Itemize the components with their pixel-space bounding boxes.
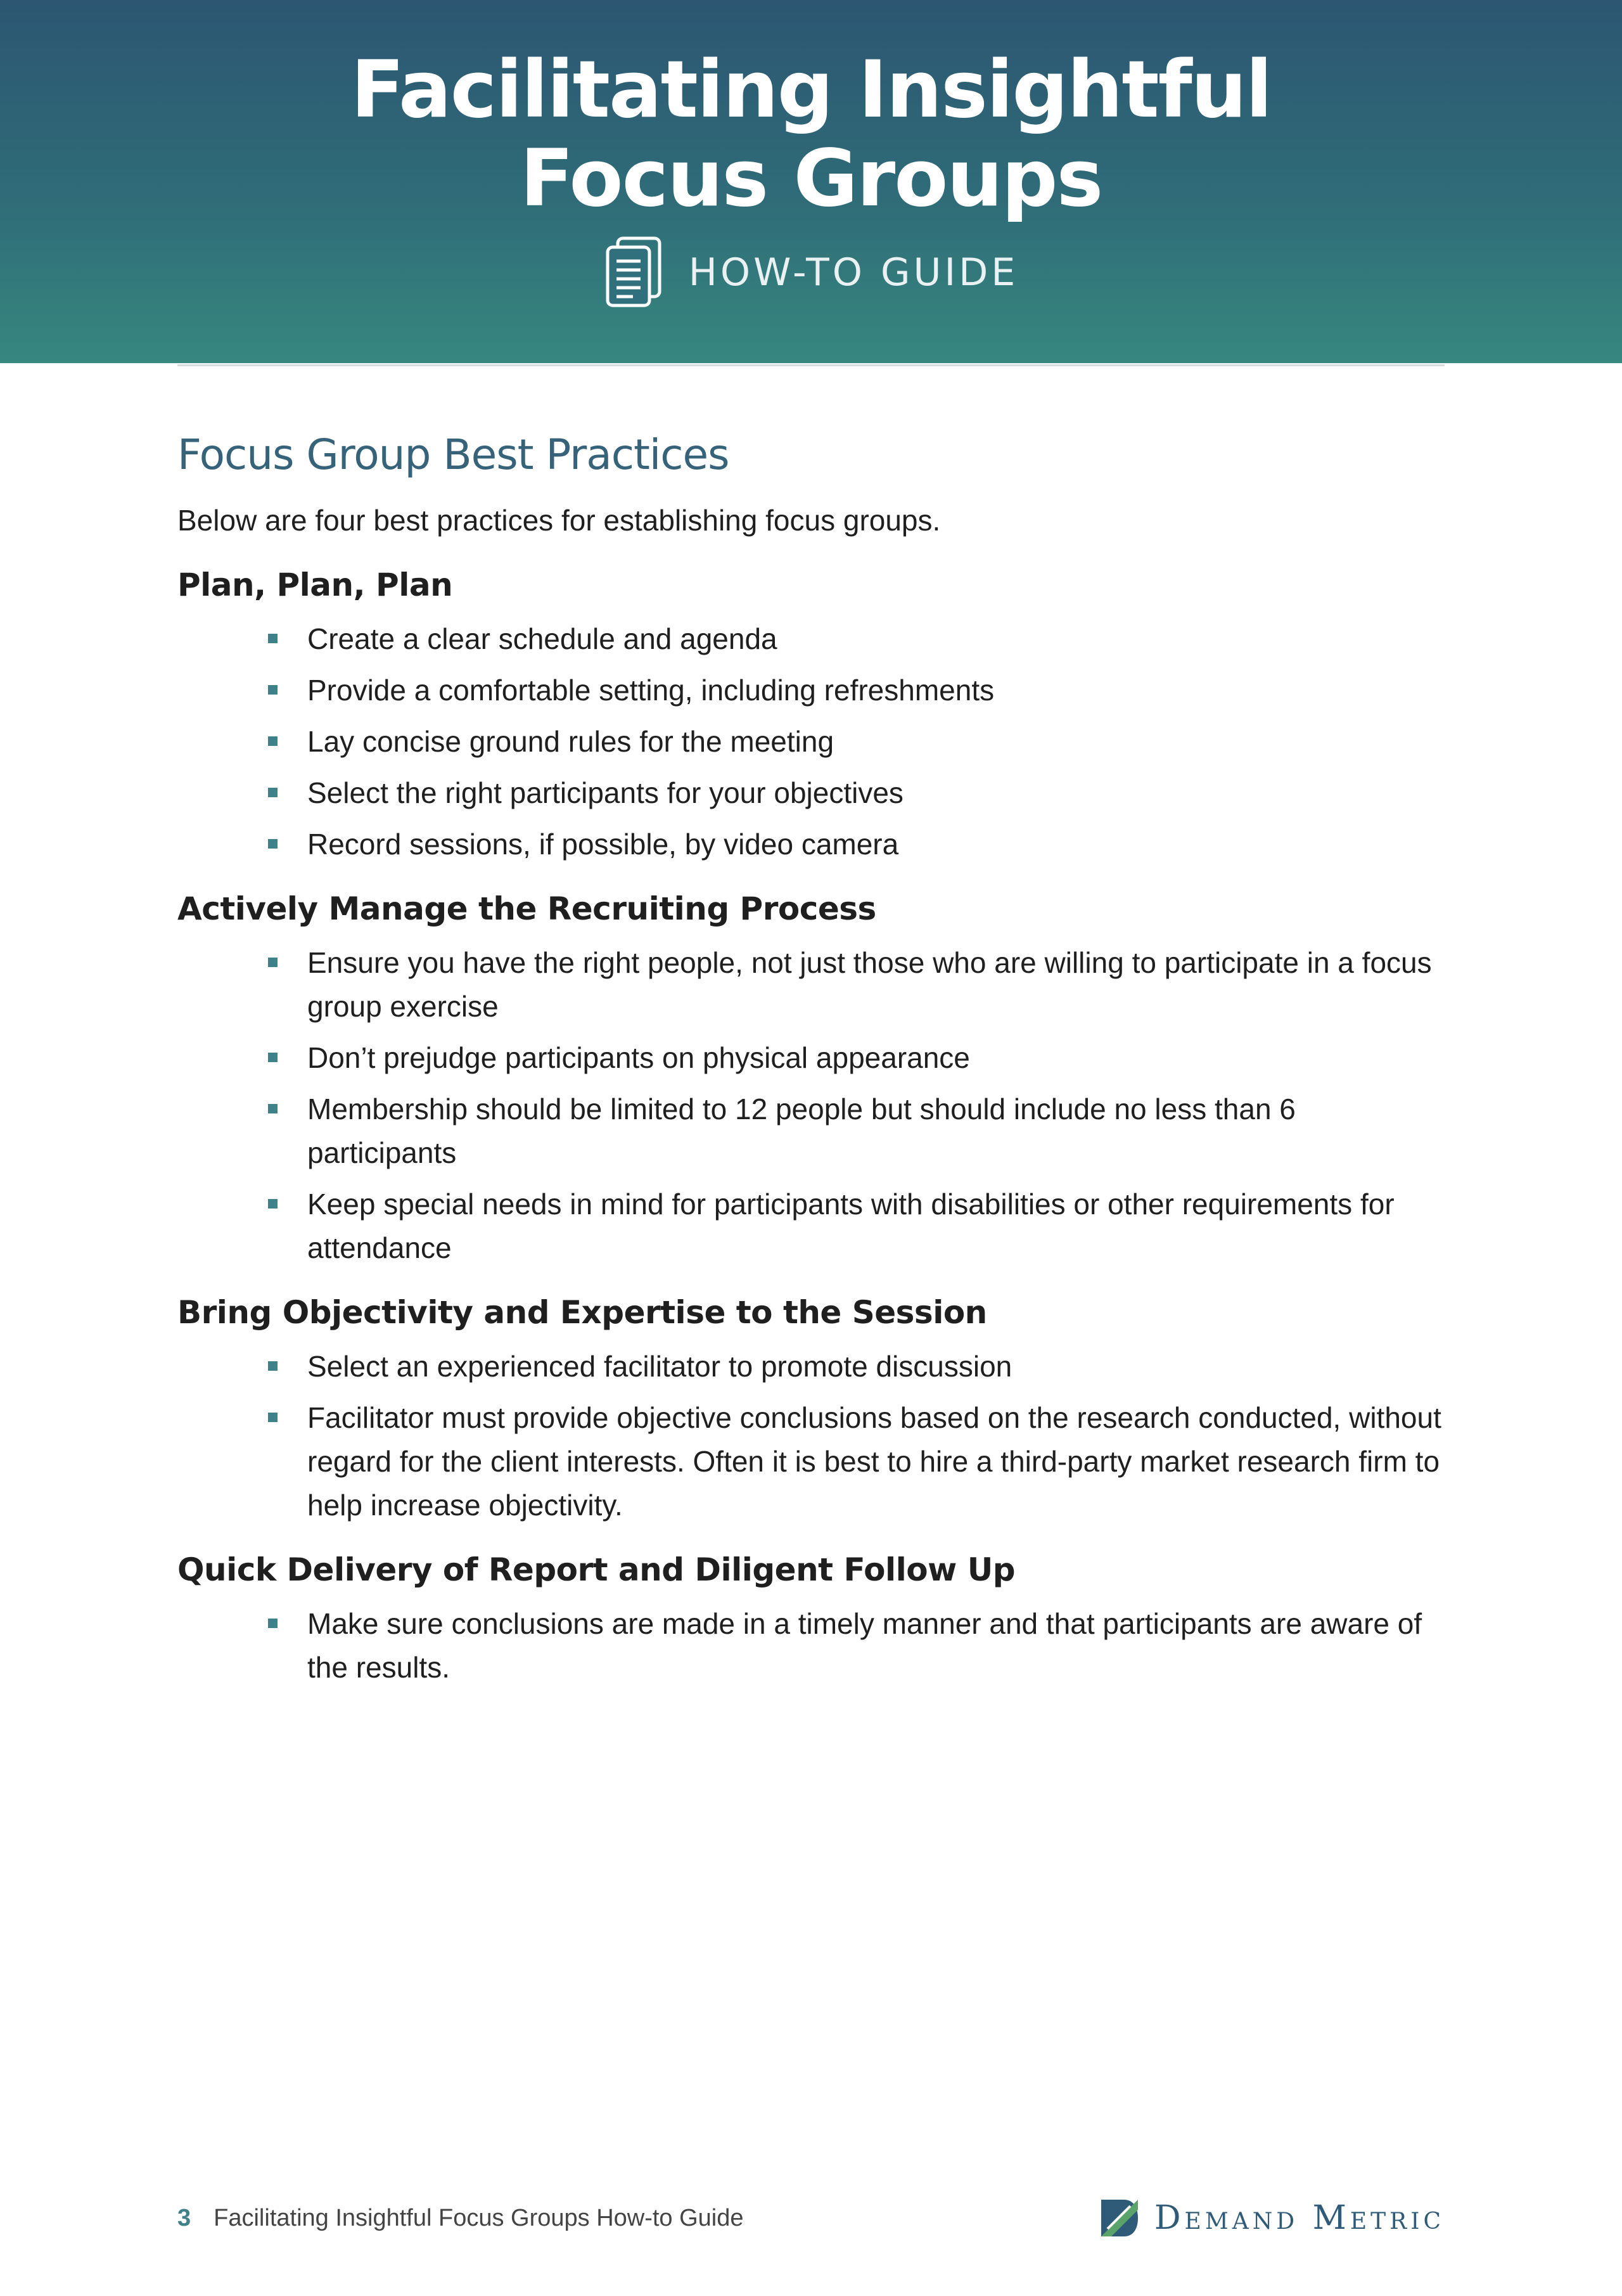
bullet-square-icon [268,1619,278,1628]
list-item: Provide a comfortable setting, including refreshments [307,669,1448,712]
list-recruiting [177,941,1445,1270]
subheading-recruiting: Actively Manage the Recruiting Process [177,890,876,927]
bullet-square-icon [268,1413,278,1422]
bullet-square-icon [268,1199,278,1209]
section-heading: Focus Group Best Practices [177,430,729,479]
list-item: Membership should be limited to 12 people but should include no less than 6 participants [307,1087,1448,1175]
document-title [0,46,1622,223]
title-line-1: Facilitating Insightful [350,44,1272,136]
list-item: Make sure conclusions are made in a timely manner and that participants are aware of the results. [307,1602,1448,1690]
page-footer [177,2193,1445,2243]
bullet-square-icon [268,634,278,643]
list-item: Lay concise ground rules for the meeting [307,720,1448,764]
list-item: Record sessions, if possible, by video camera [307,823,1448,866]
bullet-square-icon [268,736,278,746]
footer-doc-title: Facilitating Insightful Focus Groups How-to Guide [214,2204,744,2231]
list-item: Keep special needs in mind for participants with disabilities or other requirements for attendance [307,1183,1448,1270]
intro-text: Below are four best practices for establishing focus groups. [177,504,941,537]
guide-label [0,236,1622,309]
bullet-square-icon [268,788,278,797]
main-content [177,423,1445,1697]
list-item: Don’t prejudge participants on physical appearance [307,1036,1448,1080]
subheading-objectivity: Bring Objectivity and Expertise to the Session [177,1294,987,1331]
footer-left [177,2205,744,2232]
bullet-square-icon [268,685,278,695]
list-item: Select the right participants for your objectives [307,771,1448,815]
bullet-square-icon [268,1104,278,1113]
header-divider [177,364,1445,366]
guide-subtitle: HOW-TO GUIDE [688,250,1019,295]
bullet-square-icon [268,839,278,849]
subheading-plan: Plan, Plan, Plan [177,567,453,603]
bullet-square-icon [268,1053,278,1062]
list-objectivity [177,1345,1445,1527]
list-item: Create a clear schedule and agenda [307,617,1448,661]
page-number: 3 [177,2204,191,2231]
list-delivery [177,1602,1445,1690]
title-line-2: Focus Groups [520,133,1102,224]
bullet-square-icon [268,1361,278,1371]
logo-mark-icon [1099,2197,1140,2239]
list-plan [177,617,1445,866]
bullet-square-icon [268,958,278,967]
subheading-delivery: Quick Delivery of Report and Diligent Follow Up [177,1551,1016,1588]
logo-wordmark: Demand Metric [1154,2199,1445,2237]
list-item: Ensure you have the right people, not just those who are willing to participate in a focus group exercise [307,941,1448,1029]
document-icon [604,236,663,309]
demand-metric-logo [1099,2197,1445,2239]
list-item: Select an experienced facilitator to promote discussion [307,1345,1448,1389]
header-banner [0,0,1622,363]
list-item: Facilitator must provide objective conclusions based on the research conducted, without regard for the client interests. Often it is best to hire a third-party market research firm to help increase objectivity. [307,1396,1448,1527]
